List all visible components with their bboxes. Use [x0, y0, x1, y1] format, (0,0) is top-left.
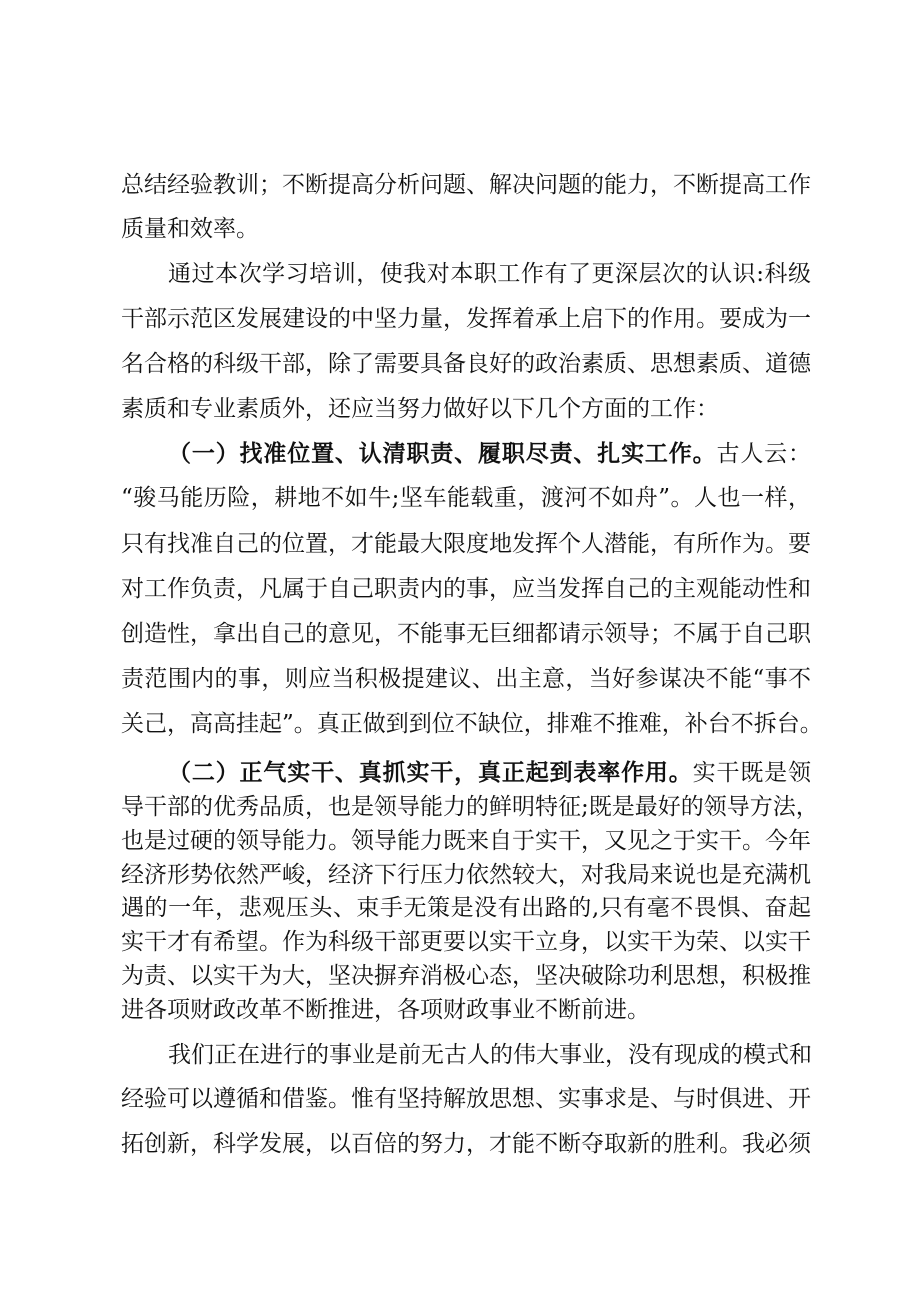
heading-tail-text: 古人云： [716, 441, 812, 467]
text-line: 遇的一年，悲观压头、束手无策是没有出路的,只有毫不畏惧、奋起 [121, 895, 811, 921]
text-line: 进各项财政改革不断推进，各项财政事业不断前进。 [121, 997, 650, 1023]
text-line: “骏马能历险，耕地不如牛;坚车能载重，渡河不如舟”。人也一样， [121, 485, 811, 511]
text-line: 实干才有希望。作为科级干部更要以实干立身，以实干为荣、以实干 [121, 929, 811, 955]
text-line: 责范围内的事，则应当积极提建议、出主意，当好参谋决不能“事不 [121, 666, 811, 692]
text-line: 我们正在进行的事业是前无古人的伟大事业，没有现成的模式和 [168, 1042, 812, 1068]
text-line: 通过本次学习培训，使我对本职工作有了更深层次的认识:科级 [168, 261, 811, 287]
text-line: 只有找准自己的位置，才能最大限度地发挥个人潜能，有所作为。要 [121, 531, 811, 557]
section-heading-1-line [168, 440, 811, 468]
section-heading-2: （二）正气实干、真抓实干，真正起到表率作用。 [168, 759, 693, 786]
heading-tail-text: 实干既是领 [692, 760, 812, 786]
text-line: 也是过硬的领导能力。领导能力既来自于实干，又见之于实干。今年 [121, 828, 811, 854]
text-line: 干部示范区发展建设的中坚力量，发挥着承上启下的作用。要成为一 [121, 306, 811, 332]
text-line: 质量和效率。 [121, 216, 259, 242]
text-line: 为责、以实干为大，坚决摒弃消极心态，坚决破除功利思想，积极推 [121, 963, 811, 989]
text-line: 经济形势依然严峻，经济下行压力依然较大，对我局来说也是充满机 [121, 862, 811, 888]
text-line: 素质和专业素质外，还应当努力做好以下几个方面的工作： [121, 396, 719, 422]
text-line: 关己，高高挂起”。真正做到到位不缺位，排难不推难，补台不拆台。 [121, 711, 823, 737]
section-heading-2-line [168, 759, 811, 787]
text-line: 总结经验教训；不断提高分析问题、解决问题的能力，不断提高工作 [121, 172, 811, 198]
text-line: 拓创新，科学发展，以百倍的努力，才能不断夺取新的胜利。我必须 [121, 1131, 811, 1157]
text-line: 创造性，拿出自己的意见，不能事无巨细都请示领导；不属于自己职 [121, 621, 811, 647]
text-line: 名合格的科级干部，除了需要具备良好的政治素质、思想素质、道德 [121, 351, 811, 377]
text-line: 经验可以遵循和借鉴。惟有坚持解放思想、实事求是、与时俱进、开 [121, 1086, 811, 1112]
section-heading-1: （一）找准位置、认清职责、履职尽责、扎实工作。 [168, 440, 717, 467]
text-line: 对工作负责，凡属于自己职责内的事，应当发挥自己的主观能动性和 [121, 576, 811, 602]
text-line: 导干部的优秀品质，也是领导能力的鲜明特征;既是最好的领导方法， [121, 794, 819, 820]
